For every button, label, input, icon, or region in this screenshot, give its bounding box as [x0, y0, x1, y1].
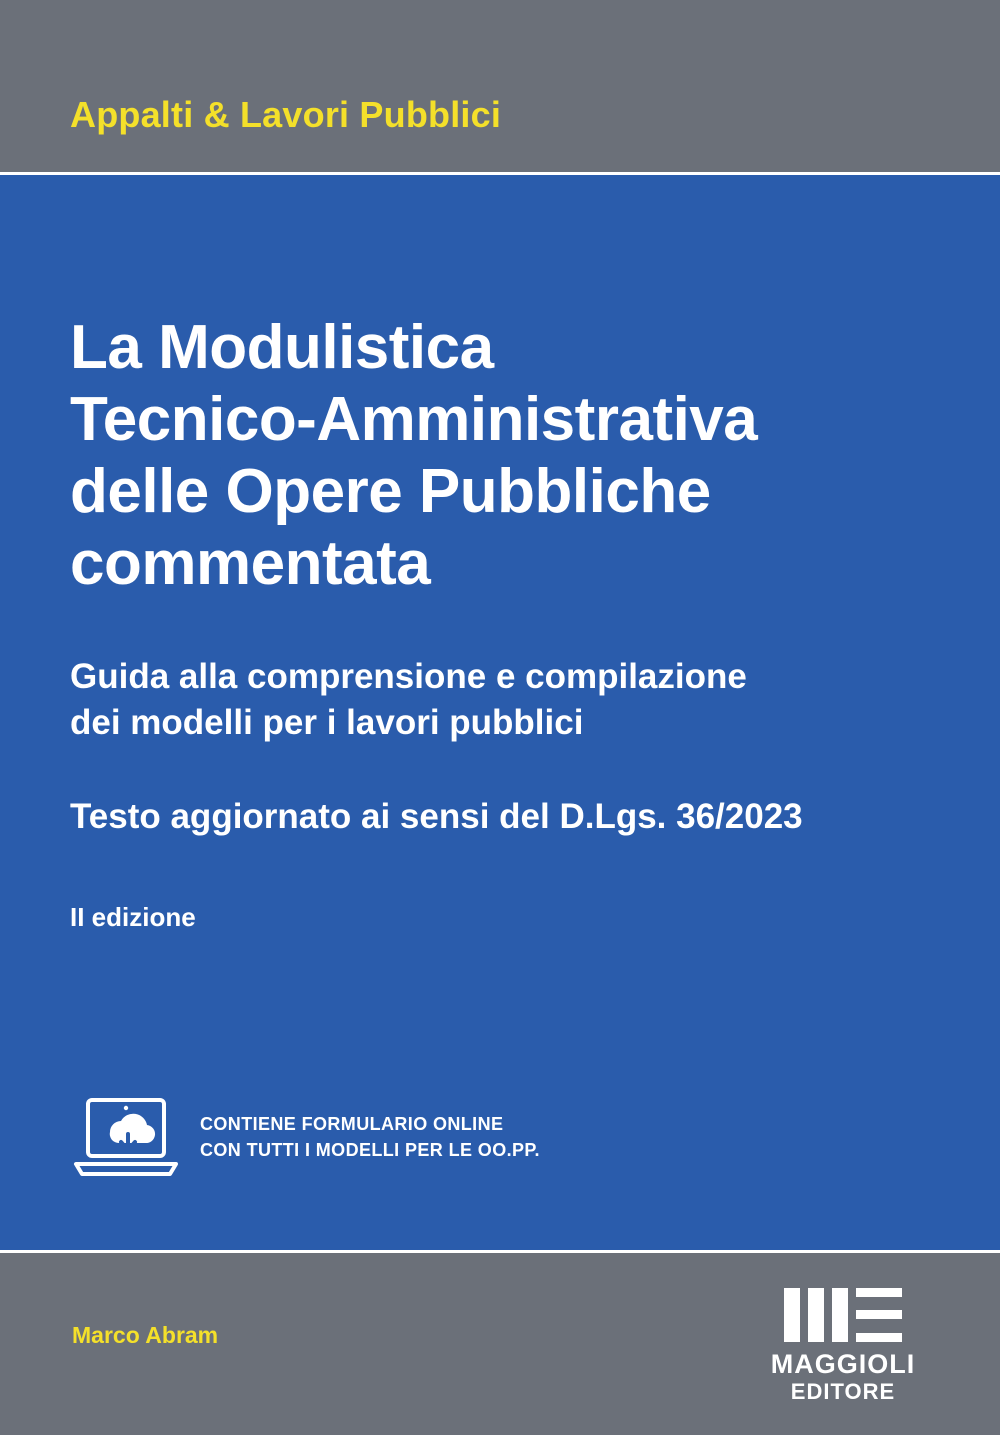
- maggioli-bars-logo-icon: [782, 1286, 904, 1344]
- badge-line-1: CONTIENE FORMULARIO ONLINE: [200, 1113, 504, 1134]
- title-line-1: La Modulistica: [70, 313, 494, 382]
- title-line-3: delle Opere Pubbliche: [70, 456, 711, 526]
- page-title: [70, 312, 950, 600]
- online-form-badge: [70, 1092, 540, 1182]
- subtitle: [70, 654, 950, 746]
- cover-main-panel: [0, 172, 1000, 1250]
- laptop-download-icon: [70, 1092, 182, 1182]
- subtitle-line-2: dei modelli per i lavori pubblici: [70, 702, 584, 742]
- series-band: [0, 0, 1000, 172]
- author-name: Marco Abram: [72, 1322, 219, 1348]
- bottom-band: [0, 1250, 1000, 1435]
- title-block: [70, 312, 950, 933]
- title-line-4: commentata: [70, 528, 431, 598]
- update-note: Testo aggiornato ai sensi del D.Lgs. 36/2023: [70, 797, 803, 836]
- title-line-2: Tecnico-Amministrativa: [70, 384, 758, 454]
- edition-label: II edizione: [70, 901, 196, 932]
- publisher-subtitle: EDITORE: [790, 1379, 896, 1405]
- publisher-block: [748, 1286, 938, 1404]
- publisher-name: MAGGIOLI: [770, 1349, 916, 1379]
- series-title: Appalti & Lavori Pubblici: [70, 94, 502, 135]
- subtitle-line-1: Guida alla comprensione e compilazione: [70, 656, 747, 696]
- badge-text: [200, 1111, 540, 1163]
- badge-line-2: CON TUTTI I MODELLI PER LE OO.PP.: [200, 1140, 540, 1160]
